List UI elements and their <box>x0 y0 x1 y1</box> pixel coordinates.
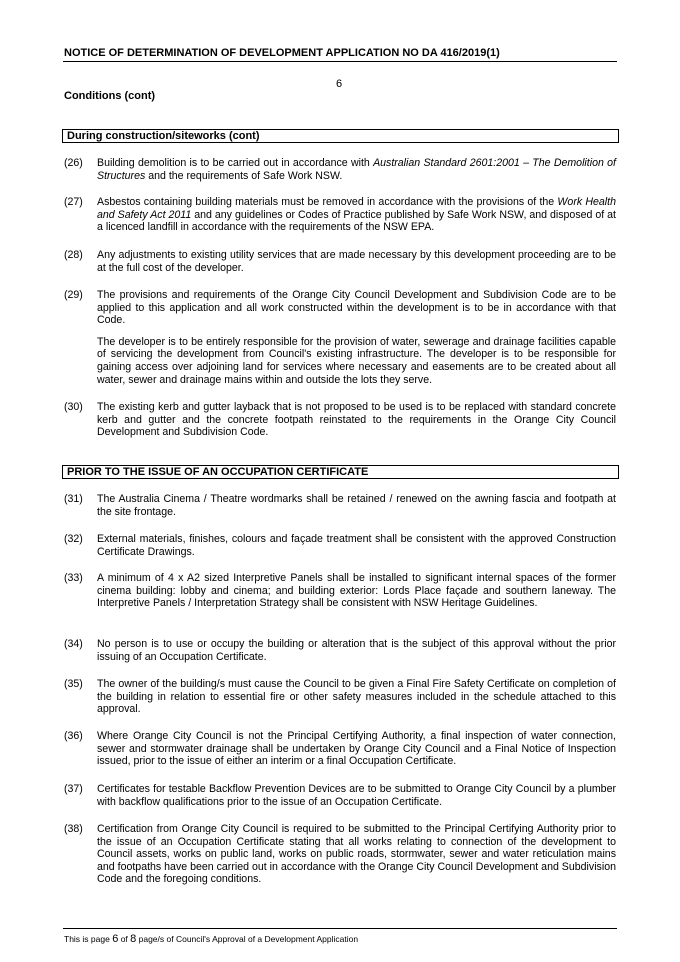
condition-number: (38) <box>64 823 83 835</box>
condition-number: (32) <box>64 533 83 545</box>
document-title: NOTICE OF DETERMINATION OF DEVELOPMENT APPLICATION NO DA 416/2019(1) <box>64 47 500 59</box>
conditions-heading: Conditions (cont) <box>64 90 156 102</box>
condition-text: The provisions and requirements of the Orange City Council Development and Subdivision Code are to be applied to this application and all work constructed within the development is to be in accordance with that Code. <box>97 289 616 327</box>
condition-32 <box>64 533 616 558</box>
section-heading-occupation: PRIOR TO THE ISSUE OF AN OCCUPATION CERTIFICATE <box>62 465 619 479</box>
footer-total-pages: 8 <box>130 933 137 945</box>
condition-text: Certificates for testable Backflow Prevention Devices are to be submitted to Orange City Council by a plumber with backflow qualifications prior to the issue of an Occupation Certificate. <box>97 783 616 808</box>
condition-text: and any guidelines or Codes of Practice published by Safe Work NSW, and disposed of at a licenced landfill in accordance with the requirements of the NSW EPA. <box>97 208 616 234</box>
page-number: 6 <box>336 78 343 90</box>
condition-text: and the requirements of Safe Work NSW. <box>145 169 343 182</box>
condition-text-italic: Work Health and Safety Act 2011 <box>97 196 616 221</box>
condition-26 <box>64 157 616 182</box>
footer-divider <box>63 928 617 929</box>
condition-number: (33) <box>64 572 83 584</box>
condition-33 <box>64 572 616 610</box>
condition-text: The developer is to be entirely responsible for the provision of water, sewerage and drainage facilities capable of servicing the development from Council's existing infrastructure. The developer is to be responsible for gaining access over adjoining land for services where necessary and easements are to be created about all water, sewer and drainage mains within and outside the lots they serve. <box>97 335 616 386</box>
condition-38 <box>64 823 616 886</box>
condition-30 <box>64 401 616 439</box>
condition-text: No person is to use or occupy the building or alteration that is the subject of this approval without the prior issuing of an Occupation Certificate. <box>97 638 616 663</box>
condition-number: (27) <box>64 196 83 208</box>
footer-text: of <box>118 934 131 944</box>
condition-number: (36) <box>64 730 83 742</box>
condition-28 <box>64 249 616 274</box>
condition-number: (28) <box>64 249 83 261</box>
condition-36 <box>64 730 616 768</box>
condition-number: (34) <box>64 638 83 650</box>
condition-text: Where Orange City Council is not the Principal Certifying Authority, a final inspection of water connection, sewer and stormwater drainage shall be undertaken by Orange City Council and a Final Notice of Inspection issued, prior to the issue of either an interim or a final Occupation Certificate. <box>97 730 616 768</box>
condition-text: Asbestos containing building materials must be removed in accordance with the provisions of the <box>97 196 558 208</box>
condition-text: Any adjustments to existing utility services that are made necessary by this development proceeding are to be at the full cost of the developer. <box>97 249 616 274</box>
condition-number: (31) <box>64 493 83 505</box>
condition-35 <box>64 678 616 716</box>
condition-number: (29) <box>64 289 83 301</box>
page-footer <box>64 933 358 945</box>
footer-page-number: 6 <box>112 933 119 945</box>
condition-text: A minimum of 4 x A2 sized Interpretive Panels shall be installed to significant internal spaces of the former cinema building: lobby and cinema; and building exterior: Lords Place façade and southern laneway. The Interpretive Panels / Interpretation Strategy shall be consistent with NSW Heritage Guidelines. <box>97 572 616 610</box>
condition-29 <box>64 289 616 386</box>
condition-text: The Australia Cinema / Theatre wordmarks shall be retained / renewed on the awning fascia and footpath at the site frontage. <box>97 493 616 518</box>
section-heading-construction: During construction/siteworks (cont) <box>62 129 619 143</box>
condition-number: (30) <box>64 401 83 413</box>
condition-27 <box>64 196 616 234</box>
condition-37 <box>64 783 616 808</box>
footer-text: page/s of Council's Approval of a Development Application <box>136 934 359 944</box>
condition-31 <box>64 493 616 518</box>
condition-text: Certification from Orange City Council is required to be submitted to the Principal Certifying Authority prior to the issue of an Occupation Certificate stating that all works relating to connection of the development to Council assets, works on public land, works on public roads, stormwater, sewer and water reticulation mains and footpaths have been carried out in accordance with the Orange City Council Development and Subdivision Code and the foregoing conditions. <box>97 823 616 886</box>
condition-text-italic: Australian Standard 2601:2001 – The Demolition of Structures <box>97 157 616 182</box>
header-divider <box>63 61 617 62</box>
condition-text: External materials, finishes, colours and façade treatment shall be consistent with the approved Construction Certificate Drawings. <box>97 533 616 558</box>
condition-number: (35) <box>64 678 83 690</box>
condition-number: (26) <box>64 157 83 169</box>
condition-text: The owner of the building/s must cause the Council to be given a Final Fire Safety Certificate on completion of the building in relation to essential fire or other safety measures included in the schedule attached to this approval. <box>97 678 616 716</box>
condition-number: (37) <box>64 783 83 795</box>
condition-text: Building demolition is to be carried out in accordance with <box>97 157 374 169</box>
condition-text: The existing kerb and gutter layback that is not proposed to be used is to be replaced with standard concrete kerb and gutter and the concrete footpath reinstated to the requirements in the Orange City Council Development and Subdivision Code. <box>97 401 616 439</box>
footer-text: This is page <box>64 934 113 944</box>
condition-34 <box>64 638 616 663</box>
